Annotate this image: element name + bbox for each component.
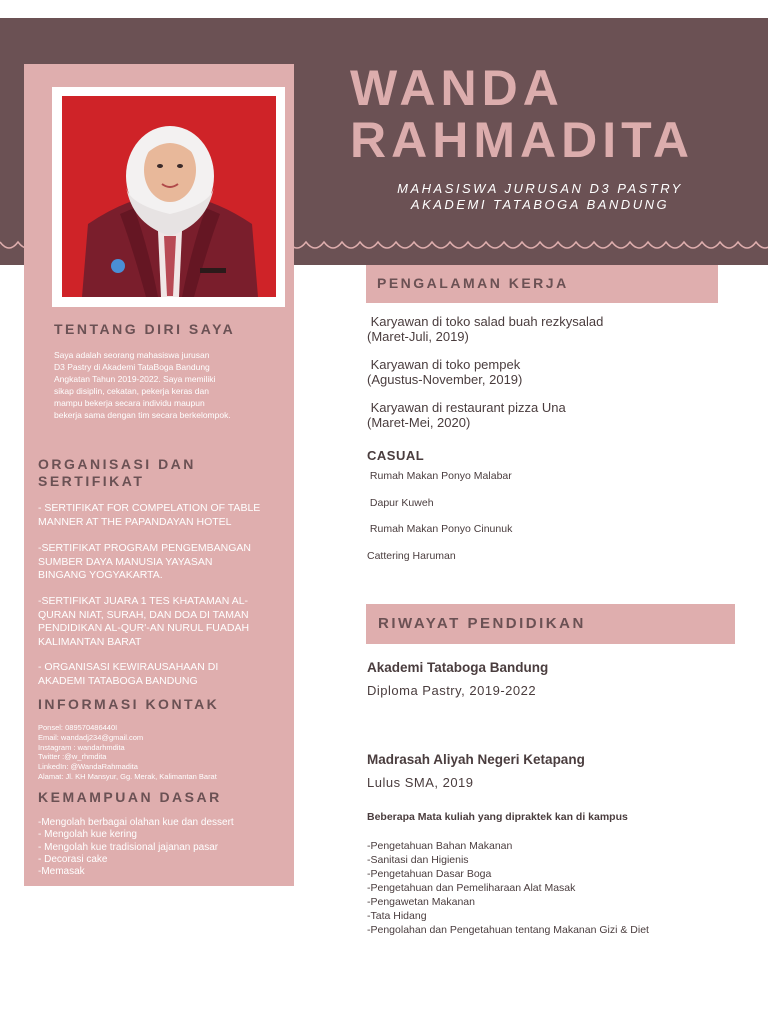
kemampuan-list	[38, 817, 288, 878]
organisasi-item	[38, 595, 288, 649]
school-detail: Lulus SMA, 2019	[367, 775, 474, 790]
about-heading: TENTANG DIRI SAYA	[54, 321, 236, 337]
organisasi-line: AKADEMI TATABOGA BANDUNG	[38, 674, 198, 687]
job-title: Karyawan di restaurant pizza Una	[367, 400, 566, 415]
kemampuan-heading: KEMAMPUAN DASAR	[38, 789, 222, 805]
school-name: Akademi Tataboga Bandung	[367, 660, 549, 675]
pengalaman-heading: PENGALAMAN KERJA	[377, 275, 569, 291]
kemampuan-item: - Mengolah kue kering	[38, 829, 137, 841]
organisasi-heading-line: ORGANISASI DAN	[38, 456, 196, 472]
subtitle-line-2: AKADEMI TATABOGA BANDUNG	[410, 197, 670, 212]
organisasi-line: -SERTIFIKAT JUARA 1 TES KHATAMAN AL-	[38, 595, 249, 607]
matakuliah-item: -Pengolahan dan Pengetahuan tentang Makanan Gizi & Diet	[367, 924, 649, 936]
job-item	[367, 314, 603, 344]
organisasi-line: - ORGANISASI KEWIRAUSAHAAN DI	[38, 661, 219, 673]
kontak-list	[38, 723, 288, 782]
organisasi-line: MANNER AT THE PAPANDAYAN HOTEL	[38, 515, 232, 528]
kontak-instagram: Instagram : wandarhmdita	[38, 742, 125, 752]
kontak-twitter: Twitter :@w_rhmdita	[38, 752, 107, 762]
organisasi-line: PENDIDIKAN AL-QUR'-AN NURUL FUADAH	[38, 622, 250, 634]
casual-heading: CASUAL	[367, 448, 425, 463]
school-name: Madrasah Aliyah Negeri Ketapang	[367, 752, 585, 767]
job-item	[367, 357, 522, 387]
kemampuan-item: - Decorasi cake	[38, 853, 108, 865]
organisasi-line: QURAN NIAT, SURAH, DAN DOA DI TAMAN	[38, 608, 249, 621]
kontak-linkedin: LinkedIn: @WandaRahmadita	[38, 762, 138, 772]
last-name: RAHMADITA	[350, 112, 695, 168]
school-detail: Diploma Pastry, 2019-2022	[367, 683, 537, 698]
casual-item: Rumah Makan Ponyo Malabar	[367, 470, 512, 482]
matakuliah-item: -Pengetahuan Dasar Boga	[367, 868, 492, 880]
kontak-heading: INFORMASI KONTAK	[38, 696, 220, 712]
casual-item: Cattering Haruman	[367, 550, 456, 562]
kemampuan-item: -Memasak	[38, 866, 85, 878]
kontak-email: Email: wandadj234@gmail.com	[38, 732, 144, 742]
matakuliah-item: -Pengetahuan dan Pemeliharaan Alat Masak	[367, 882, 576, 894]
job-item	[367, 400, 566, 430]
matakuliah-item: -Pengawetan Makanan	[367, 896, 475, 908]
job-title: Karyawan di toko pempek	[367, 357, 521, 372]
kemampuan-item: -Mengolah berbagai olahan kue dan dessert	[38, 817, 234, 828]
casual-item: Rumah Makan Ponyo Cinunuk	[367, 523, 513, 535]
kontak-address: Alamat: Jl. KH Mansyur, Gg. Merak, Kalimantan Barat	[38, 771, 217, 781]
profile-photo	[62, 96, 276, 297]
portrait-illustration	[62, 96, 276, 297]
organisasi-line: -SERTIFIKAT PROGRAM PENGEMBANGAN	[38, 542, 251, 554]
organisasi-line: BINGANG YOGYAKARTA.	[38, 569, 163, 581]
matakuliah-list	[367, 839, 747, 937]
subtitle-line-1: MAHASISWA JURUSAN D3 PASTRY	[397, 181, 683, 196]
about-line: sikap disiplin, cekatan, pekerja keras dan	[54, 386, 209, 396]
organisasi-line: - SERTIFIKAT FOR COMPELATION OF TABLE	[38, 502, 261, 514]
organisasi-heading	[38, 456, 196, 490]
about-line: Angkatan Tahun 2019-2022. Saya memiliki	[54, 374, 216, 384]
matakuliah-item: -Pengetahuan Bahan Makanan	[367, 840, 513, 852]
kemampuan-item: - Mengolah kue tradisional jajanan pasar	[38, 841, 219, 853]
job-period: (Maret-Juli, 2019)	[367, 329, 469, 344]
matakuliah-item: -Sanitasi dan Higienis	[367, 854, 469, 866]
about-text	[54, 349, 289, 421]
organisasi-item	[38, 502, 288, 529]
matakuliah-item: -Tata Hidang	[367, 910, 427, 922]
casual-item: Dapur Kuweh	[367, 497, 434, 509]
job-period: (Agustus-November, 2019)	[367, 372, 523, 387]
organisasi-heading-line: SERTIFIKAT	[38, 473, 145, 489]
job-period: (Maret-Mei, 2020)	[367, 415, 471, 430]
job-title: Karyawan di toko salad buah rezkysalad	[367, 314, 604, 329]
organisasi-item	[38, 661, 288, 688]
first-name: WANDA	[350, 60, 564, 116]
about-line: mampu bekerja secara individu maupun	[54, 398, 205, 408]
organisasi-item	[38, 542, 288, 583]
organisasi-line: SUMBER DAYA MANUSIA YAYASAN	[38, 555, 213, 568]
about-line: D3 Pastry di Akademi TataBoga Bandung	[54, 362, 210, 372]
kontak-phone: Ponsel: 089570486440I	[38, 723, 118, 732]
about-line: Saya adalah seorang mahasiswa jurusan	[54, 350, 210, 360]
matakuliah-heading: Beberapa Mata kuliah yang dipraktek kan di kampus	[367, 811, 628, 823]
pendidikan-heading: RIWAYAT PENDIDIKAN	[378, 615, 586, 632]
organisasi-line: KALIMANTAN BARAT	[38, 635, 142, 648]
about-line: bekerja sama dengan tim secara berkelompok.	[54, 410, 231, 420]
